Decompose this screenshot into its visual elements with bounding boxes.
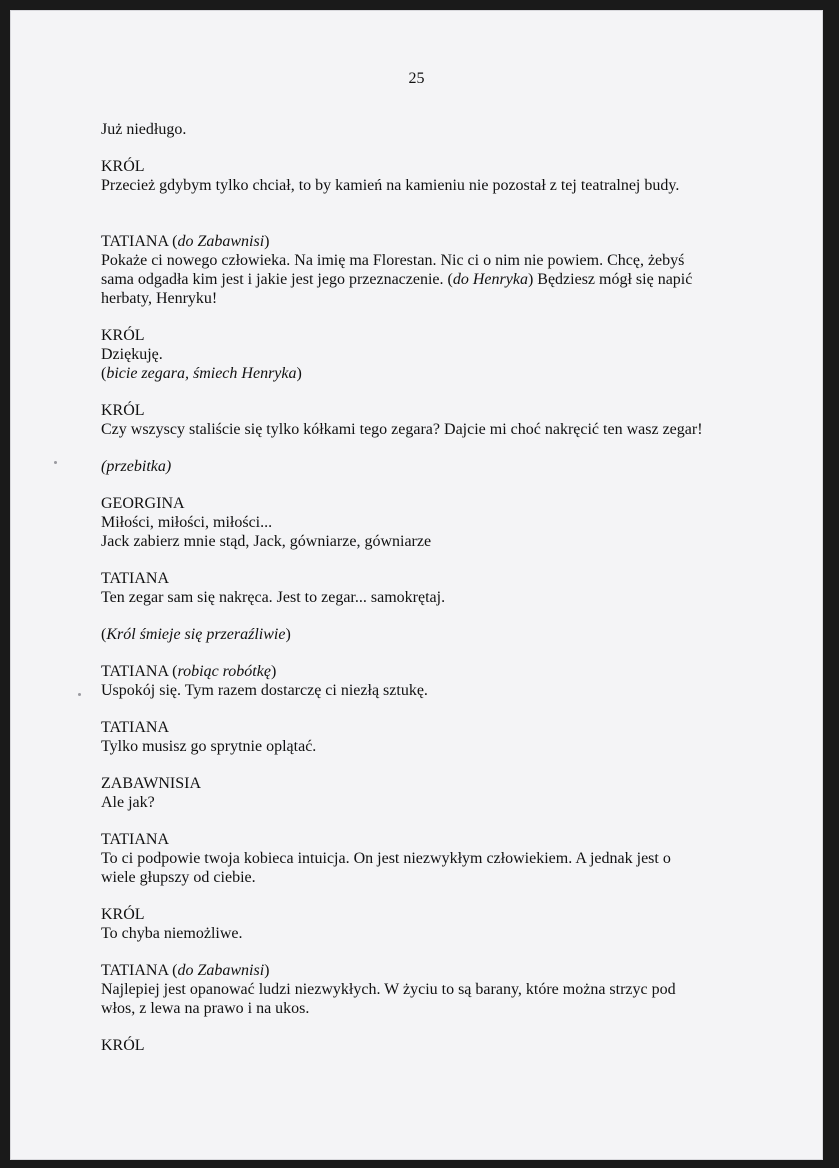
speaker-heading: TATIANA (do Zabawnisi) [101,233,270,250]
dialogue-block [101,120,741,139]
script-body [101,120,741,1073]
speaker-name: KRÓL [101,402,145,419]
dialogue-line: herbaty, Henryku! [101,290,218,307]
stage-direction-line: (Król śmieje się przeraźliwie) [101,626,291,643]
stage-direction: bicie zegara, śmiech Henryka [106,365,297,382]
dialogue-line: Tylko musisz go sprytnie oplątać. [101,738,317,755]
document-page [10,10,823,1160]
dialogue-line: wiele głupszy od ciebie. [101,869,256,886]
speaker-name: KRÓL [101,906,145,923]
dialogue-line: Dziękuję. [101,346,163,363]
speaker-name: KRÓL [101,327,145,344]
dialogue-line: włos, z lewa na prawo i na ukos. [101,1000,310,1017]
dialogue-block [101,494,741,551]
dialogue-line: Ten zegar sam się nakręca. Jest to zegar... samokrętaj. [101,589,446,606]
stage-direction: do Zabawnisi [177,962,265,979]
speaker-name: GEORGINA [101,495,185,512]
stage-direction-block [101,457,741,476]
dialogue-line: Pokaże ci nowego człowieka. Na imię ma Florestan. Nic ci o nim nie powiem. Chcę, żebyś [101,252,685,269]
dialogue-line: To chyba niemożliwe. [101,925,243,942]
speaker-heading: TATIANA (robiąc robótkę) [101,663,277,680]
stage-direction: do Henryka [452,271,528,288]
speaker-name: KRÓL [101,1037,145,1054]
dialogue-line: Miłości, miłości, miłości... [101,514,273,531]
stage-direction: przebitka [106,458,166,475]
scan-speck [78,693,81,696]
dialogue-block [101,830,741,887]
stage-direction: Król śmieje się przeraźliwie [106,626,286,643]
dialogue-block [101,1036,741,1055]
dialogue-block [101,961,741,1018]
speaker-name: TATIANA [101,570,170,587]
dialogue-line: Przecież gdybym tylko chciał, to by kamień na kamieniu nie pozostał z tej teatralnej budy. [101,177,680,194]
stage-direction: robiąc robótkę [177,663,271,680]
dialogue-block [101,905,741,943]
speaker-name: TATIANA [101,831,170,848]
speaker-name: TATIANA [101,663,169,680]
dialogue-line: Uspokój się. Tym razem dostarczę ci niezłą sztukę. [101,682,428,699]
scan-speck [54,461,57,464]
stage-direction-line: (przebitka) [101,458,172,475]
dialogue-line: Już niedługo. [101,121,187,138]
dialogue-block [101,774,741,812]
speaker-name: TATIANA [101,233,169,250]
dialogue-block [101,232,741,308]
dialogue-line: Najlepiej jest opanować ludzi niezwykłych. W życiu to są barany, które można strzyc pod [101,981,676,998]
dialogue-block [101,569,741,607]
speaker-name: ZABAWNISIA [101,775,202,792]
dialogue-line: To ci podpowie twoja kobieca intuicja. On jest niezwykłym człowiekiem. A jednak jest o [101,850,671,867]
dialogue-line: sama odgadła kim jest i jakie jest jego przeznaczenie. (do Henryka) Będziesz mógł się napić [101,271,693,288]
dialogue-line: Ale jak? [101,794,155,811]
speaker-heading: TATIANA (do Zabawnisi) [101,962,270,979]
stage-direction-block [101,625,741,644]
dialogue-block [101,718,741,756]
dialogue-block [101,326,741,383]
dialogue-block [101,662,741,700]
dialogue-line: Jack zabierz mnie stąd, Jack, gówniarze, gówniarze [101,533,432,550]
stage-direction: do Zabawnisi [177,233,265,250]
dialogue-block [101,401,741,439]
stage-direction-line: (bicie zegara, śmiech Henryka) [101,365,302,382]
speaker-name: TATIANA [101,719,170,736]
page-number: 25 [408,70,425,87]
speaker-name: KRÓL [101,158,145,175]
dialogue-line: Czy wszyscy staliście się tylko kółkami tego zegara? Dajcie mi choć nakręcić ten wasz zegar! [101,421,703,438]
speaker-name: TATIANA [101,962,169,979]
dialogue-block [101,157,741,195]
